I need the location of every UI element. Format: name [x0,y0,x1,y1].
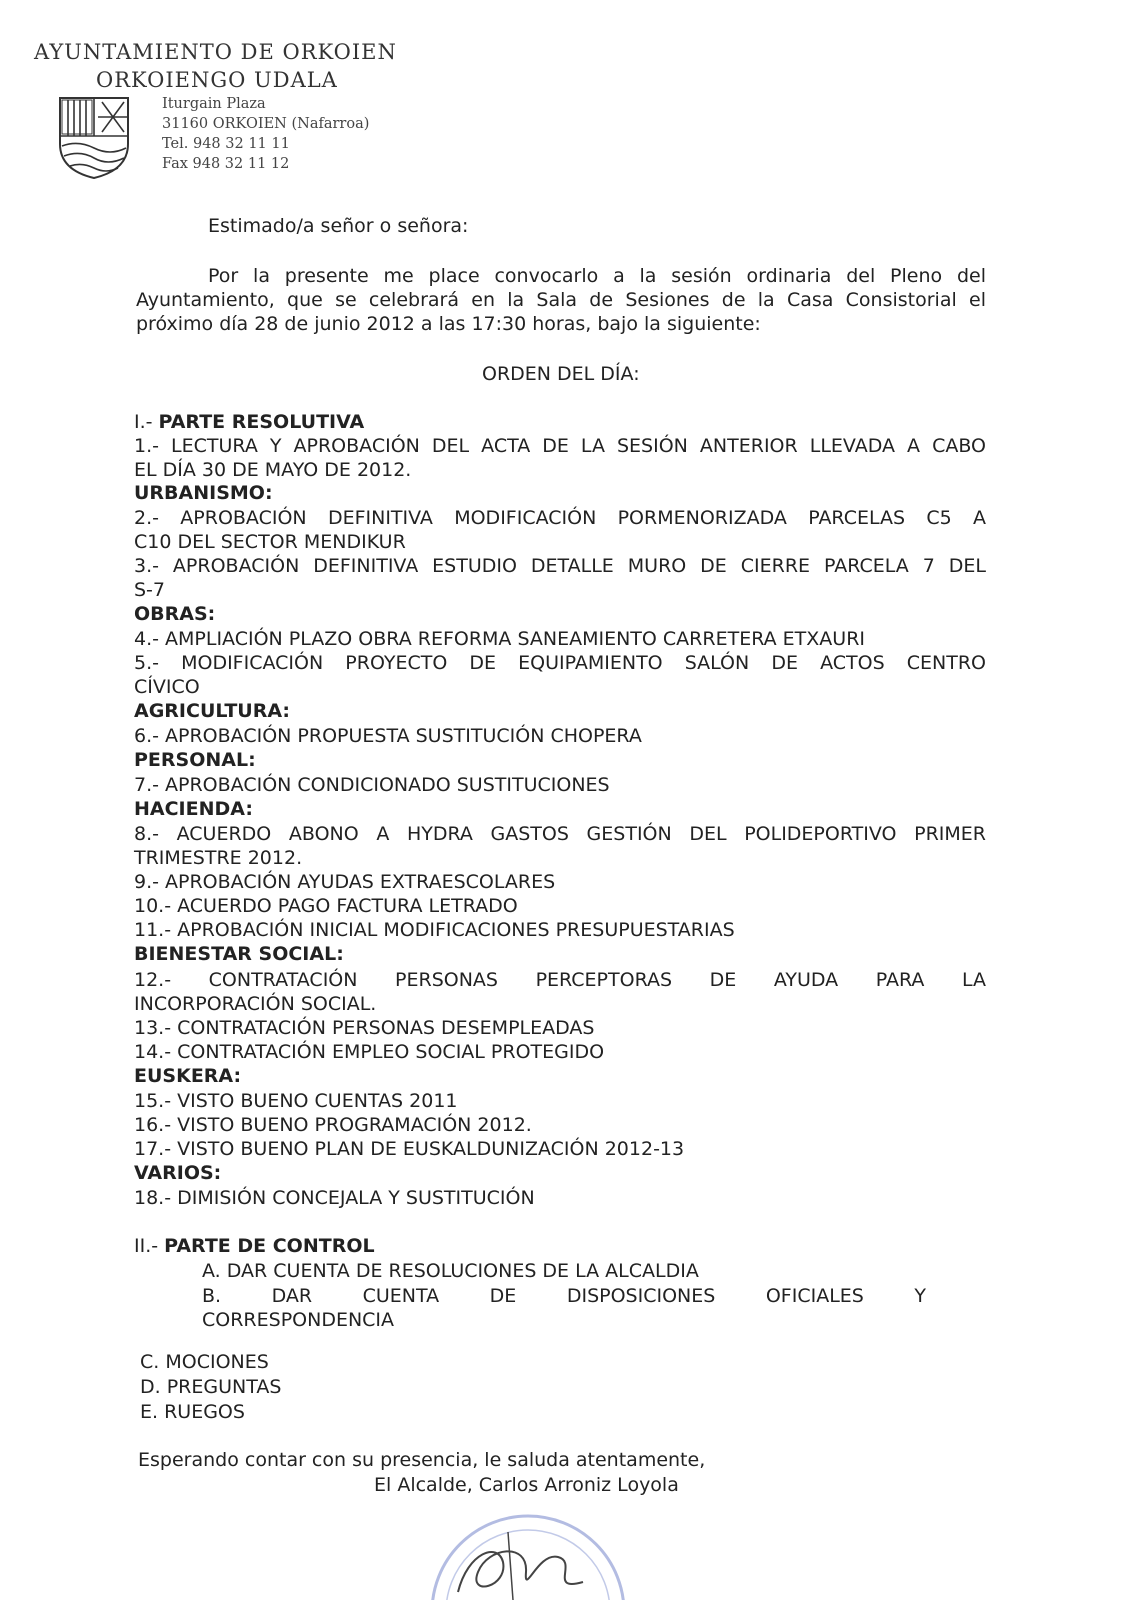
agenda-item-1-cont: EL DÍA 30 DE MAYO DE 2012. [134,459,412,481]
agenda-item-3: 3.- APROBACIÓN DEFINITIVA ESTUDIO DETALLE MURO DE CIERRE PARCELA 7 DEL [134,555,986,577]
address-street: Iturgain Plaza [162,96,266,112]
address-phone: Tel. 948 32 11 11 [162,136,290,152]
intro-line-2: Ayuntamiento, que se celebrará en la Sala de Sesiones de la Casa Consistorial el [136,289,986,311]
part1-title: PARTE RESOLUTIVA [158,411,365,433]
signer-name: El Alcalde, Carlos Arroniz Loyola [374,1474,679,1496]
address-postal: 31160 ORKOIEN (Nafarroa) [162,116,370,132]
part1-heading [134,410,364,434]
municipality-name-es: AYUNTAMIENTO DE ORKOIEN [34,40,397,64]
agenda-item-9: 9.- APROBACIÓN AYUDAS EXTRAESCOLARES [134,871,556,893]
agenda-item-5-cont: CÍVICO [134,676,200,698]
agenda-item-5: 5.- MODIFICACIÓN PROYECTO DE EQUIPAMIENTO SALÓN DE ACTOS CENTRO [134,652,986,674]
section-hacienda: HACIENDA: [134,798,253,820]
coat-of-arms-icon [58,96,130,180]
section-personal: PERSONAL: [134,749,256,771]
section-euskera: EUSKERA: [134,1065,242,1087]
control-item-e: E. RUEGOS [140,1401,245,1423]
municipality-name-eu: ORKOIENGO UDALA [96,68,338,92]
agenda-item-12-cont: INCORPORACIÓN SOCIAL. [134,993,377,1015]
agenda-item-3-cont: S-7 [134,579,166,601]
section-varios: VARIOS: [134,1162,222,1184]
part2-heading [134,1234,375,1258]
agenda-item-16: 16.- VISTO BUENO PROGRAMACIÓN 2012. [134,1114,532,1136]
control-item-c: C. MOCIONES [140,1351,269,1373]
agenda-item-4: 4.- AMPLIACIÓN PLAZO OBRA REFORMA SANEAMIENTO CARRETERA ETXAURI [134,628,865,650]
agenda-item-15: 15.- VISTO BUENO CUENTAS 2011 [134,1090,458,1112]
section-agricultura: AGRICULTURA: [134,700,291,722]
part2-prefix: II.- [134,1235,165,1257]
agenda-item-8: 8.- ACUERDO ABONO A HYDRA GASTOS GESTIÓN DEL POLIDEPORTIVO PRIMER [134,823,986,845]
agenda-item-2: 2.- APROBACIÓN DEFINITIVA MODIFICACIÓN PORMENORIZADA PARCELAS C5 A [134,507,986,529]
section-bienestar-social: BIENESTAR SOCIAL: [134,943,344,965]
address-block [162,94,369,174]
agenda-item-14: 14.- CONTRATACIÓN EMPLEO SOCIAL PROTEGIDO [134,1041,605,1063]
official-seal-signature-icon [408,1512,648,1600]
address-fax: Fax 948 32 11 12 [162,156,290,172]
intro-line-3: próximo día 28 de junio 2012 a las 17:30 horas, bajo la siguiente: [136,313,761,335]
agenda-item-2-cont: C10 DEL SECTOR MENDIKUR [134,531,406,553]
agenda-item-7: 7.- APROBACIÓN CONDICIONADO SUSTITUCIONES [134,774,610,796]
agenda-item-13: 13.- CONTRATACIÓN PERSONAS DESEMPLEADAS [134,1017,595,1039]
part1-prefix: I.- [134,411,159,433]
agenda-title: ORDEN DEL DÍA: [482,363,640,385]
agenda-item-11: 11.- APROBACIÓN INICIAL MODIFICACIONES PRESUPUESTARIAS [134,919,735,941]
control-item-d: D. PREGUNTAS [140,1376,282,1398]
agenda-item-18: 18.- DIMISIÓN CONCEJALA Y SUSTITUCIÓN [134,1187,535,1209]
section-obras: OBRAS: [134,603,216,625]
greeting: Estimado/a señor o señora: [208,215,469,237]
intro-line-1: Por la presente me place convocarlo a la sesión ordinaria del Pleno del [208,265,986,287]
control-item-b-cont: CORRESPONDENCIA [202,1309,395,1331]
agenda-item-10: 10.- ACUERDO PAGO FACTURA LETRADO [134,895,518,917]
closing-text: Esperando contar con su presencia, le saluda atentamente, [138,1449,706,1471]
agenda-item-12: 12.- CONTRATACIÓN PERSONAS PERCEPTORAS DE AYUDA PARA LA [134,969,986,991]
control-item-b: B. DAR CUENTA DE DISPOSICIONES OFICIALES Y [202,1285,926,1307]
agenda-item-8-cont: TRIMESTRE 2012. [134,847,303,869]
agenda-item-1: 1.- LECTURA Y APROBACIÓN DEL ACTA DE LA SESIÓN ANTERIOR LLEVADA A CABO [134,435,986,457]
section-urbanismo: URBANISMO: [134,482,273,504]
part2-title: PARTE DE CONTROL [164,1235,375,1257]
agenda-item-17: 17.- VISTO BUENO PLAN DE EUSKALDUNIZACIÓN 2012-13 [134,1138,685,1160]
control-item-a: A. DAR CUENTA DE RESOLUCIONES DE LA ALCALDIA [202,1260,699,1282]
agenda-item-6: 6.- APROBACIÓN PROPUESTA SUSTITUCIÓN CHOPERA [134,725,642,747]
